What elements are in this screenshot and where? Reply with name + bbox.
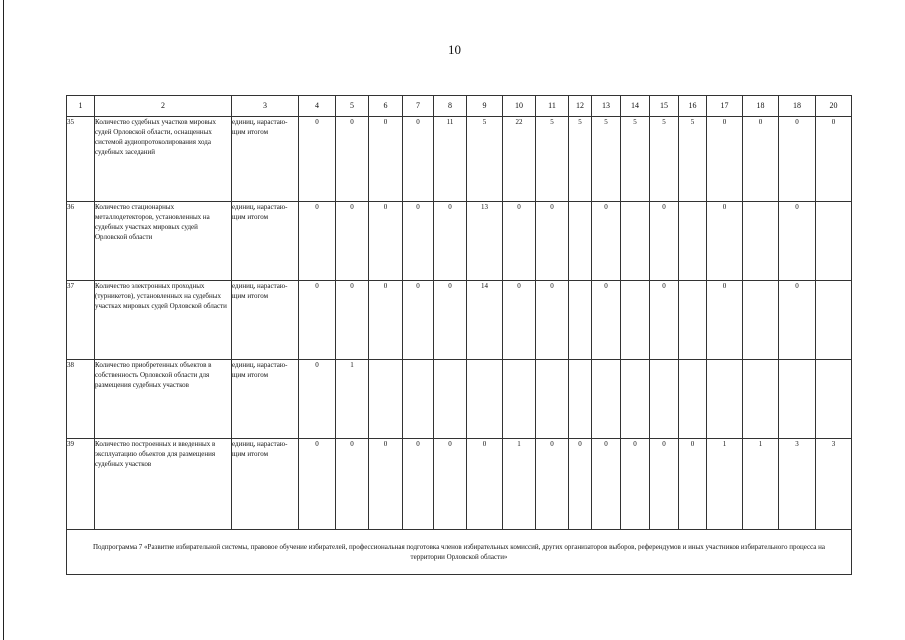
value-cell: 0 <box>299 439 336 530</box>
header-cell: 11 <box>536 96 569 117</box>
row-number: 36 <box>67 202 95 281</box>
header-cell: 18 <box>743 96 779 117</box>
value-cell: 3 <box>779 439 816 530</box>
unit-cell: единиц, нарастаю-щим итогом <box>232 439 299 530</box>
header-cell: 7 <box>403 96 434 117</box>
indicator-description: Количество стационарных металлодетекторов, установленных на судебных участках мировых судей Орловской области <box>95 202 232 281</box>
value-cell <box>403 360 434 439</box>
table-body <box>67 96 852 575</box>
value-cell: 0 <box>779 281 816 360</box>
header-cell: 8 <box>434 96 467 117</box>
value-cell <box>369 360 403 439</box>
value-cell: 5 <box>592 117 621 202</box>
row-number: 37 <box>67 281 95 360</box>
value-cell: 13 <box>467 202 503 281</box>
header-cell: 20 <box>816 96 852 117</box>
value-cell: 0 <box>592 202 621 281</box>
value-cell: 0 <box>569 439 592 530</box>
value-cell <box>743 360 779 439</box>
value-cell: 5 <box>679 117 707 202</box>
value-cell <box>569 360 592 439</box>
subprogram-title: Подпрограмма 7 «Развитие избирательной системы, правовое обучение избирателей, профессиональная подготовка членов избирательных комиссий, других организаторов выборов, референдумов и иных участников избирательного процесса на территории Орловской области» <box>67 530 852 575</box>
value-cell: 0 <box>369 281 403 360</box>
value-cell <box>569 281 592 360</box>
value-cell: 5 <box>467 117 503 202</box>
header-cell: 16 <box>679 96 707 117</box>
value-cell <box>536 360 569 439</box>
value-cell: 0 <box>369 117 403 202</box>
value-cell: 0 <box>779 117 816 202</box>
value-cell: 0 <box>434 281 467 360</box>
value-cell: 5 <box>650 117 679 202</box>
row-number: 38 <box>67 360 95 439</box>
value-cell: 0 <box>536 281 569 360</box>
value-cell: 0 <box>679 439 707 530</box>
value-cell <box>679 202 707 281</box>
value-cell: 0 <box>650 439 679 530</box>
table-row <box>67 439 852 530</box>
value-cell: 0 <box>336 202 369 281</box>
value-cell: 0 <box>403 439 434 530</box>
value-cell <box>679 281 707 360</box>
row-number: 35 <box>67 117 95 202</box>
value-cell: 0 <box>369 202 403 281</box>
value-cell: 1 <box>743 439 779 530</box>
value-cell <box>679 360 707 439</box>
header-cell: 9 <box>467 96 503 117</box>
value-cell <box>816 360 852 439</box>
value-cell <box>569 202 592 281</box>
value-cell: 1 <box>707 439 743 530</box>
value-cell: 3 <box>816 439 852 530</box>
value-cell: 0 <box>434 202 467 281</box>
page-left-border <box>3 0 4 640</box>
value-cell: 0 <box>336 281 369 360</box>
value-cell <box>743 202 779 281</box>
value-cell <box>743 281 779 360</box>
value-cell: 0 <box>707 202 743 281</box>
value-cell: 22 <box>503 117 536 202</box>
value-cell: 5 <box>536 117 569 202</box>
value-cell: 0 <box>592 439 621 530</box>
value-cell: 0 <box>299 281 336 360</box>
value-cell: 0 <box>816 117 852 202</box>
value-cell: 0 <box>592 281 621 360</box>
value-cell: 0 <box>336 117 369 202</box>
subprogram-row <box>67 530 852 575</box>
value-cell <box>621 360 650 439</box>
value-cell: 0 <box>403 281 434 360</box>
value-cell: 0 <box>503 281 536 360</box>
table-row <box>67 117 852 202</box>
value-cell: 14 <box>467 281 503 360</box>
value-cell: 1 <box>336 360 369 439</box>
value-cell <box>779 360 816 439</box>
value-cell <box>434 360 467 439</box>
value-cell: 0 <box>299 360 336 439</box>
value-cell: 0 <box>503 202 536 281</box>
value-cell: 0 <box>299 202 336 281</box>
unit-cell: единиц, нарастаю-щим итогом <box>232 202 299 281</box>
value-cell: 0 <box>299 117 336 202</box>
header-cell: 2 <box>95 96 232 117</box>
header-cell: 3 <box>232 96 299 117</box>
value-cell: 0 <box>779 202 816 281</box>
value-cell: 0 <box>536 439 569 530</box>
header-cell: 18 <box>779 96 816 117</box>
header-row <box>67 96 852 117</box>
value-cell: 0 <box>650 281 679 360</box>
value-cell <box>816 202 852 281</box>
value-cell <box>707 360 743 439</box>
header-cell: 17 <box>707 96 743 117</box>
header-cell: 5 <box>336 96 369 117</box>
table-row <box>67 281 852 360</box>
header-cell: 12 <box>569 96 592 117</box>
value-cell: 0 <box>403 202 434 281</box>
value-cell: 0 <box>621 439 650 530</box>
value-cell <box>621 281 650 360</box>
value-cell: 0 <box>707 117 743 202</box>
value-cell: 0 <box>536 202 569 281</box>
value-cell: 0 <box>707 281 743 360</box>
indicators-table <box>66 95 852 575</box>
row-number: 39 <box>67 439 95 530</box>
value-cell: 0 <box>743 117 779 202</box>
table-row <box>67 360 852 439</box>
value-cell <box>816 281 852 360</box>
unit-cell: единиц, нарастаю-щим итогом <box>232 360 299 439</box>
value-cell: 1 <box>503 439 536 530</box>
value-cell <box>621 202 650 281</box>
header-cell: 6 <box>369 96 403 117</box>
value-cell: 0 <box>369 439 403 530</box>
value-cell <box>467 360 503 439</box>
indicator-description: Количество электронных проходных (турникетов), установленных на судебных участках мировых судей Орловской области <box>95 281 232 360</box>
indicator-description: Количество приобретенных объектов в собственность Орловской области для размещения судебных участков <box>95 360 232 439</box>
header-cell: 10 <box>503 96 536 117</box>
unit-cell: единиц, нарастаю-щим итогом <box>232 117 299 202</box>
table-row <box>67 202 852 281</box>
value-cell <box>650 360 679 439</box>
value-cell: 11 <box>434 117 467 202</box>
header-cell: 4 <box>299 96 336 117</box>
header-cell: 15 <box>650 96 679 117</box>
indicator-description: Количество судебных участков мировых судей Орловской области, оснащенных системой аудиопротоколирования хода судебных заседаний <box>95 117 232 202</box>
value-cell: 0 <box>467 439 503 530</box>
header-cell: 13 <box>592 96 621 117</box>
value-cell: 0 <box>336 439 369 530</box>
unit-cell: единиц, нарастаю-щим итогом <box>232 281 299 360</box>
header-cell: 1 <box>67 96 95 117</box>
value-cell <box>592 360 621 439</box>
value-cell <box>503 360 536 439</box>
value-cell: 5 <box>569 117 592 202</box>
value-cell: 0 <box>434 439 467 530</box>
page-number: 10 <box>448 42 461 57</box>
indicator-description: Количество построенных и введенных в эксплуатацию объектов для размещения судебных участков <box>95 439 232 530</box>
value-cell: 5 <box>621 117 650 202</box>
value-cell: 0 <box>403 117 434 202</box>
header-cell: 14 <box>621 96 650 117</box>
value-cell: 0 <box>650 202 679 281</box>
